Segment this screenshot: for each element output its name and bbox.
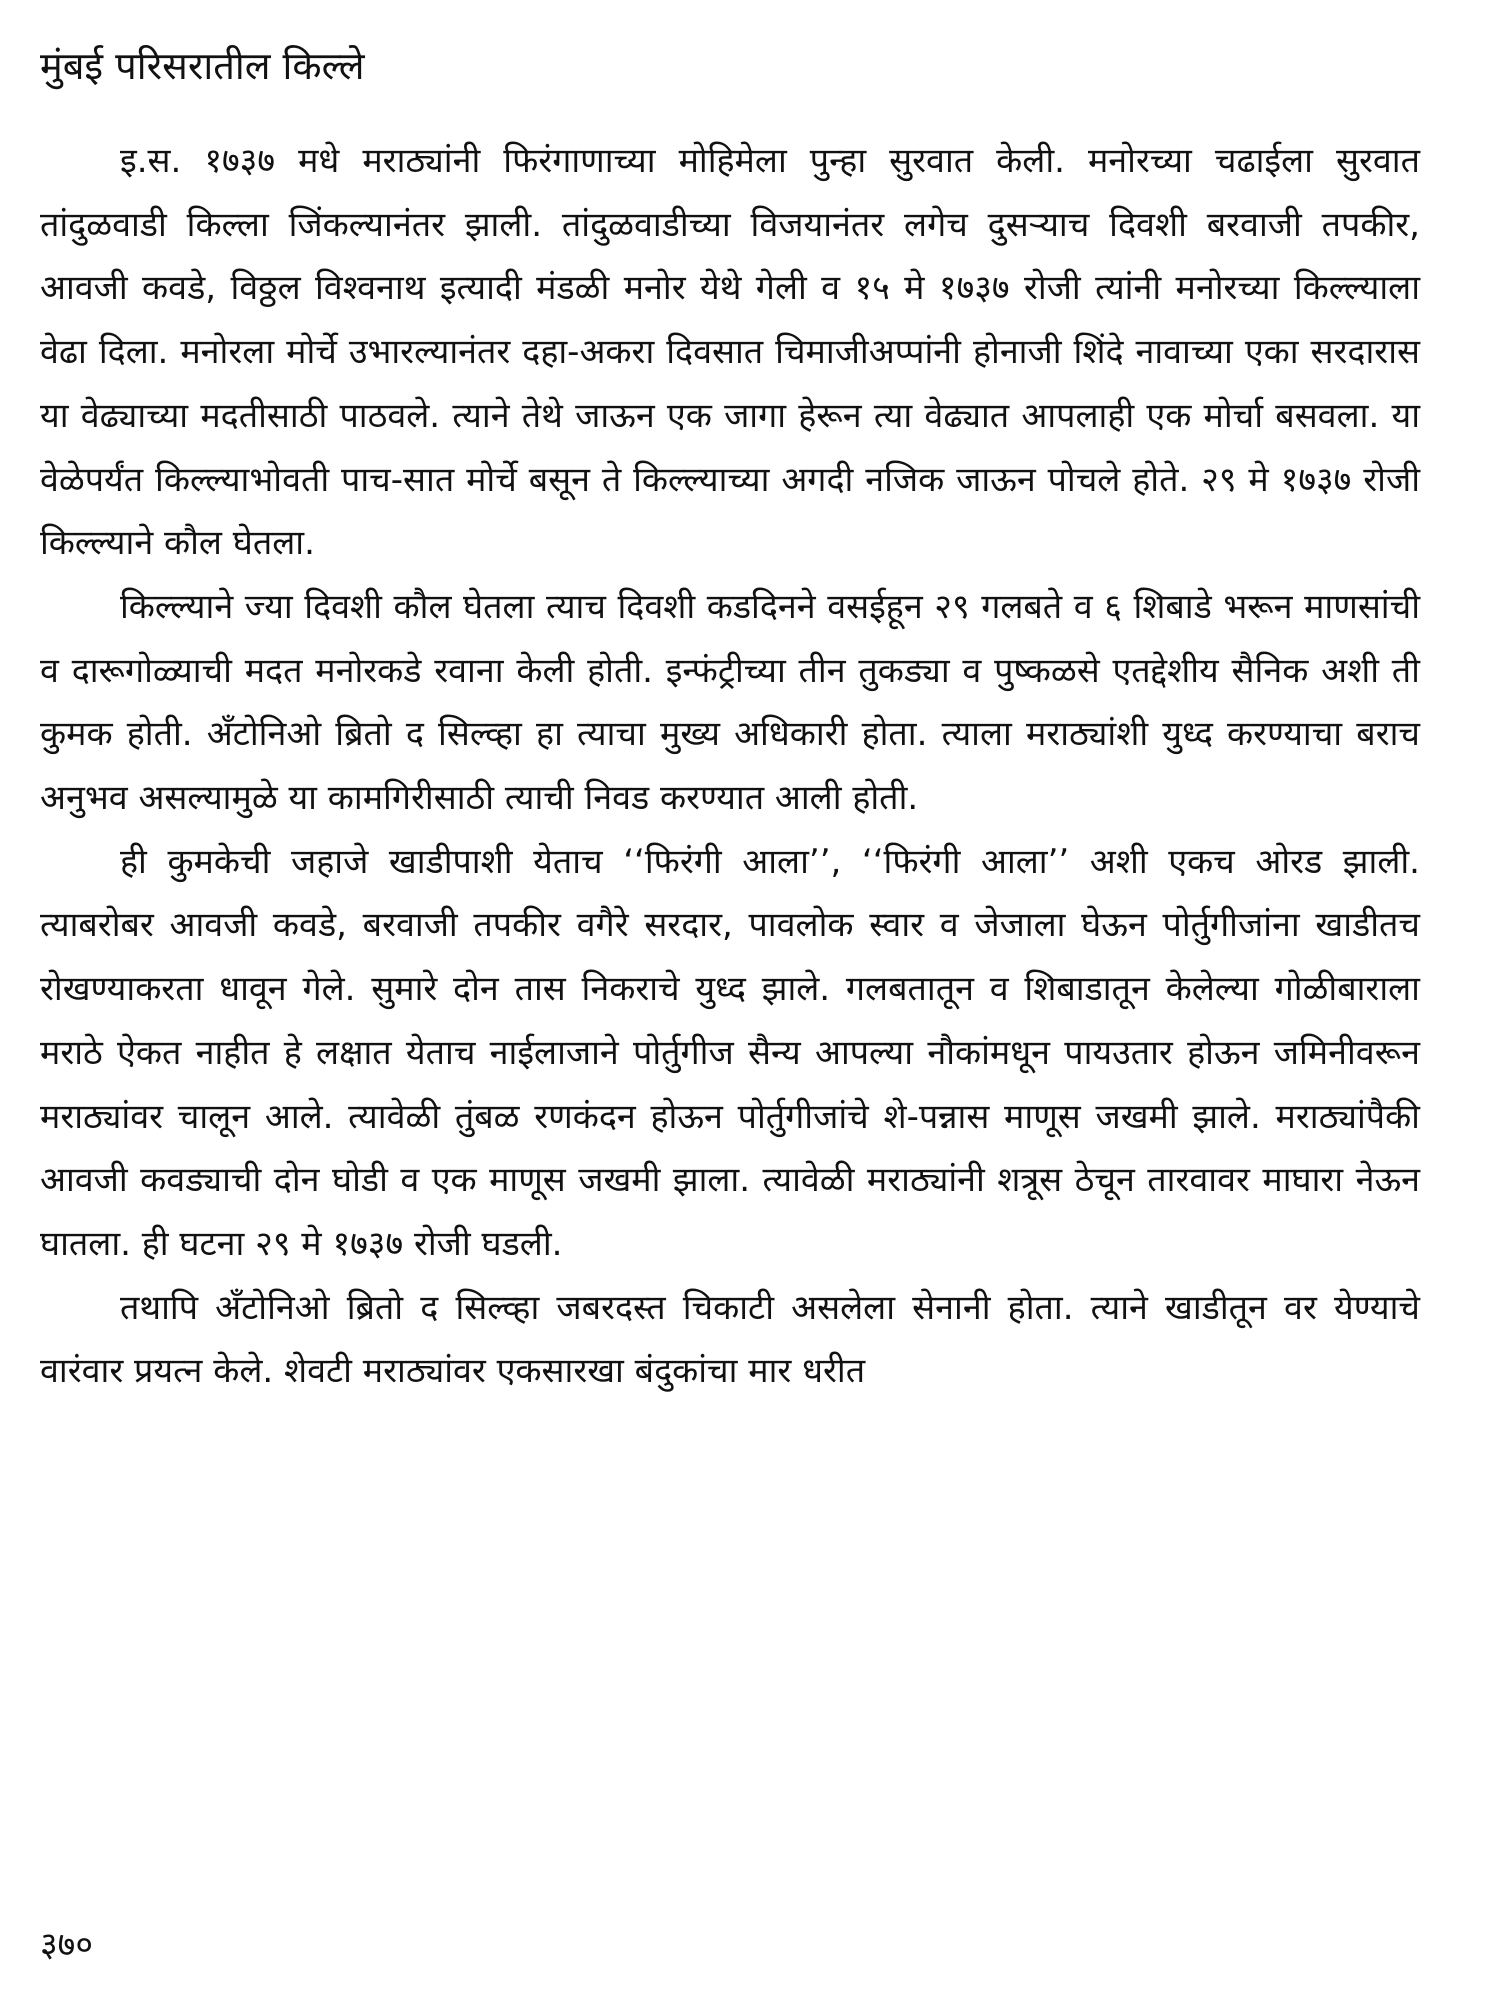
body-text [40,130,1420,1404]
paragraph-2: किल्ल्याने ज्या दिवशी कौल घेतला त्याच दिवशी कडदिनने वसईहून २९ गलबते व ६ शिबाडे भरून माणसांची व दारूगोळ्याची मदत मनोरकडे रवाना केली होती. इन्फंट्रीच्या तीन तुकड्या व पुष्कळसे एतद्देशीय सैनिक अशी ती कुमक होती. अँटोनिओ ब्रितो द सिल्व्हा हा त्याचा मुख्य अधिकारी होता. त्याला मराठ्यांशी युध्द करण्याचा बराच अनुभव असल्यामुळे या कामगिरीसाठी त्याची निवड करण्यात आली होती. [40,586,1420,819]
page-number: ३७० [40,1925,94,1965]
paragraph-4: तथापि अँटोनिओ ब्रितो द सिल्व्हा जबरदस्त चिकाटी असलेला सेनानी होता. त्याने खाडीतून वर येण्याचे वारंवार प्रयत्न केले. शेवटी मराठ्यांवर एकसारखा बंदुकांचा मार धरीत [40,1287,1420,1392]
paragraph-3: ही कुमकेची जहाजे खाडीपाशी येताच ‘‘फिरंगी आला’’, ‘‘फिरंगी आला’’ अशी एकच ओरड झाली. त्याबरोबर आवजी कवडे, बरवाजी तपकीर वगैरे सरदार, पावलोक स्वार व जेजाला घेऊन पोर्तुगीजांना खाडीतच रोखण्याकरता धावून गेले. सुमारे दोन तास निकराचे युध्द झाले. गलबतातून व शिबाडातून केलेल्या गोळीबाराला मराठे ऐकत नाहीत हे लक्षात येताच नाईलाजाने पोर्तुगीज सैन्य आपल्या नौकांमधून पायउतार होऊन जमिनीवरून मराठ्यांवर चालून आले. त्यावेळी तुंबळ रणकंदन होऊन पोर्तुगीजांचे शे-पन्नास माणूस जखमी झाले. मराठ्यांपैकी आवजी कवड्याची दोन घोडी व एक माणूस जखमी झाला. त्यावेळी मराठ्यांनी शत्रूस ठेचून तारवावर माघारा नेऊन घातला. ही घटना २९ मे १७३७ रोजी घडली. [40,841,1420,1264]
paragraph-1: इ.स. १७३७ मधे मराठ्यांनी फिरंगाणाच्या मोहिमेला पुन्हा सुरवात केली. मनोरच्या चढाईला सुरवात तांदुळवाडी किल्ला जिंकल्यानंतर झाली. तांदुळवाडीच्या विजयानंतर लगेच दुसऱ्याच दिवशी बरवाजी तपकीर, आवजी कवडे, विठ्ठल विश्वनाथ इत्यादी मंडळी मनोर येथे गेली व १५ मे १७३७ रोजी त्यांनी मनोरच्या किल्ल्याला वेढा दिला. मनोरला मोर्चे उभारल्यानंतर दहा-अकरा दिवसात चिमाजीअप्पांनी होनाजी शिंदे नावाच्या एका सरदारास या वेढ्याच्या मदतीसाठी पाठवले. त्याने तेथे जाऊन एक जागा हेरून त्या वेढ्यात आपलाही एक मोर्चा बसवला. या वेळेपर्यंत किल्ल्याभोवती पाच-सात मोर्चे बसून ते किल्ल्याच्या अगदी नजिक जाऊन पोचले होते. २९ मे १७३७ रोजी किल्ल्याने कौल घेतला. [40,141,1420,564]
running-head: मुंबई परिसरातील किल्ले [40,44,365,88]
